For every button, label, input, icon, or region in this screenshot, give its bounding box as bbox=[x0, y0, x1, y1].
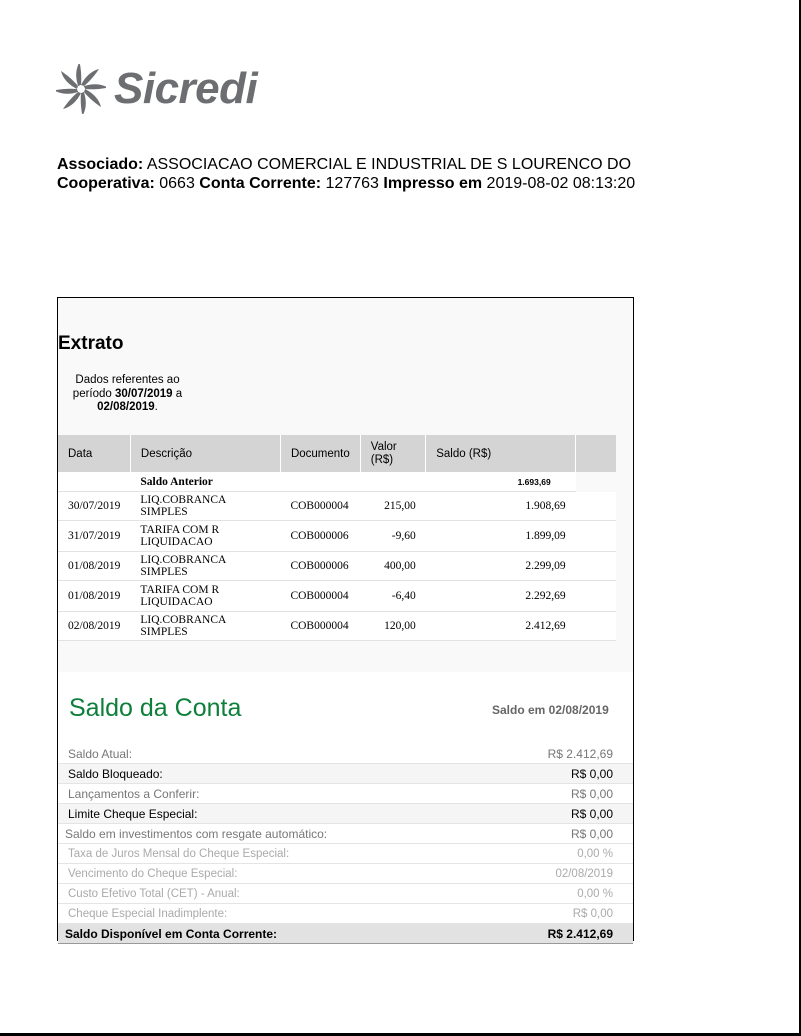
brand-name: Sicredi bbox=[114, 64, 258, 113]
row-spacer bbox=[576, 612, 616, 641]
row-value: -6,40 bbox=[360, 581, 425, 612]
saldo-row-label: Saldo Bloqueado: bbox=[68, 766, 163, 781]
saldo-row bbox=[58, 884, 633, 904]
saldo-row-value: R$ 0,00 bbox=[570, 786, 613, 801]
saldo-total-label: Saldo Disponível em Conta Corrente: bbox=[65, 926, 278, 941]
table-row bbox=[58, 581, 616, 612]
saldo-row-label: Saldo em investimentos com resgate automático: bbox=[65, 826, 328, 841]
saldo-total-row bbox=[58, 924, 633, 944]
row-balance: 2.299,09 bbox=[426, 552, 576, 581]
row-spacer bbox=[576, 552, 616, 581]
periodo-suffix: . bbox=[154, 401, 158, 413]
saldo-date: Saldo em 02/08/2019 bbox=[492, 703, 609, 717]
row-date: 30/07/2019 bbox=[58, 492, 130, 521]
saldo-anterior-val bbox=[360, 472, 425, 492]
associado-value: ASSOCIACAO COMERCIAL E INDUSTRIAL DE S LOURENCO DO bbox=[146, 156, 632, 173]
saldo-row-value: R$ 0,00 bbox=[572, 907, 613, 920]
saldo-row-label: Taxa de Juros Mensal do Cheque Especial: bbox=[68, 847, 290, 860]
cooperativa-value: 0663 bbox=[159, 175, 195, 192]
row-spacer bbox=[576, 521, 616, 552]
cooperativa-line bbox=[57, 174, 635, 193]
periodo-text bbox=[70, 374, 185, 415]
row-description: TARIFA COM R LIQUIDACAO bbox=[130, 581, 280, 612]
row-balance: 2.292,69 bbox=[426, 581, 576, 612]
saldo-anterior-value: 1.693,69 bbox=[426, 472, 576, 492]
row-description: LIQ.COBRANCA SIMPLES bbox=[130, 552, 280, 581]
saldo-row-value: R$ 0,00 bbox=[570, 826, 613, 841]
col-saldo: Saldo (R$) bbox=[426, 435, 576, 472]
saldo-row bbox=[58, 824, 633, 844]
saldo-row-value: 0,00 % bbox=[577, 887, 613, 900]
sicredi-pinwheel-icon bbox=[56, 64, 106, 114]
saldo-anterior-filler bbox=[576, 472, 616, 492]
impresso-value: 2019-08-02 08:13:20 bbox=[486, 175, 636, 192]
extrato-section bbox=[58, 298, 633, 672]
saldo-anterior-row bbox=[58, 472, 616, 492]
row-description: TARIFA COM R LIQUIDACAO bbox=[130, 521, 280, 552]
saldo-row-label: Cheque Especial Inadimplente: bbox=[68, 907, 228, 920]
saldo-row-value: R$ 0,00 bbox=[570, 766, 613, 781]
row-description: LIQ.COBRANCA SIMPLES bbox=[130, 492, 280, 521]
conta-value: 127763 bbox=[325, 175, 379, 192]
extrato-table bbox=[58, 435, 616, 641]
row-date: 01/08/2019 bbox=[58, 581, 130, 612]
table-header-row bbox=[58, 435, 616, 472]
row-date: 01/08/2019 bbox=[58, 552, 130, 581]
row-document: COB000004 bbox=[280, 581, 360, 612]
periodo-end: 02/08/2019 bbox=[97, 401, 155, 413]
row-description: LIQ.COBRANCA SIMPLES bbox=[130, 612, 280, 641]
associado-line bbox=[57, 155, 635, 174]
associado-label: Associado: bbox=[57, 156, 144, 173]
saldo-summary bbox=[58, 744, 633, 944]
row-document: COB000006 bbox=[280, 521, 360, 552]
row-spacer bbox=[576, 492, 616, 521]
saldo-row-label: Lançamentos a Conferir: bbox=[68, 786, 200, 801]
saldo-total-value: R$ 2.412,69 bbox=[547, 926, 613, 941]
conta-label: Conta Corrente: bbox=[199, 175, 322, 192]
row-value: 215,00 bbox=[360, 492, 425, 521]
periodo-prefix: Dados referentes ao período bbox=[72, 374, 180, 400]
saldo-row-label: Limite Cheque Especial: bbox=[68, 806, 198, 821]
saldo-row bbox=[58, 744, 633, 764]
saldo-anterior-empty bbox=[58, 472, 130, 492]
saldo-anterior-doc bbox=[280, 472, 360, 492]
saldo-row bbox=[58, 864, 633, 884]
periodo-start: 30/07/2019 bbox=[115, 387, 173, 400]
saldo-row-value: 02/08/2019 bbox=[555, 867, 613, 880]
saldo-row bbox=[58, 804, 633, 824]
sicredi-logo bbox=[56, 62, 257, 116]
saldo-row bbox=[58, 904, 633, 924]
row-spacer bbox=[576, 581, 616, 612]
row-date: 02/08/2019 bbox=[58, 612, 130, 641]
row-document: COB000004 bbox=[280, 612, 360, 641]
col-spacer bbox=[576, 435, 616, 472]
row-document: COB000006 bbox=[280, 552, 360, 581]
row-document: COB000004 bbox=[280, 492, 360, 521]
row-value: 120,00 bbox=[360, 612, 425, 641]
row-balance: 1.899,09 bbox=[426, 521, 576, 552]
extrato-title: Extrato bbox=[58, 333, 124, 354]
row-value: -9,60 bbox=[360, 521, 425, 552]
saldo-row bbox=[58, 764, 633, 784]
col-descricao: Descrição bbox=[130, 435, 280, 472]
col-data: Data bbox=[58, 435, 130, 472]
table-row bbox=[58, 521, 616, 552]
saldo-anterior-label: Saldo Anterior bbox=[130, 472, 280, 492]
impresso-label: Impresso em bbox=[383, 175, 483, 192]
row-date: 31/07/2019 bbox=[58, 521, 130, 552]
saldo-row bbox=[58, 784, 633, 804]
periodo-mid: a bbox=[175, 387, 183, 400]
saldo-title: Saldo da Conta bbox=[69, 694, 242, 722]
cooperativa-label: Cooperativa: bbox=[57, 175, 155, 192]
saldo-row-label: Vencimento do Cheque Especial: bbox=[68, 867, 238, 880]
saldo-row-value: R$ 2.412,69 bbox=[547, 746, 613, 761]
saldo-row-value: R$ 0,00 bbox=[570, 806, 613, 821]
table-row bbox=[58, 552, 616, 581]
saldo-row-value: 0,00 % bbox=[577, 847, 613, 860]
account-header bbox=[57, 155, 635, 193]
col-documento: Documento bbox=[280, 435, 360, 472]
saldo-row-label: Custo Efetivo Total (CET) - Anual: bbox=[68, 887, 240, 900]
statement-frame bbox=[57, 297, 634, 941]
row-balance: 1.908,69 bbox=[426, 492, 576, 521]
col-valor: Valor (R$) bbox=[360, 435, 425, 472]
row-value: 400,00 bbox=[360, 552, 425, 581]
row-balance: 2.412,69 bbox=[426, 612, 576, 641]
saldo-row-label: Saldo Atual: bbox=[68, 746, 133, 761]
table-row bbox=[58, 492, 616, 521]
saldo-row bbox=[58, 844, 633, 864]
table-row bbox=[58, 612, 616, 641]
